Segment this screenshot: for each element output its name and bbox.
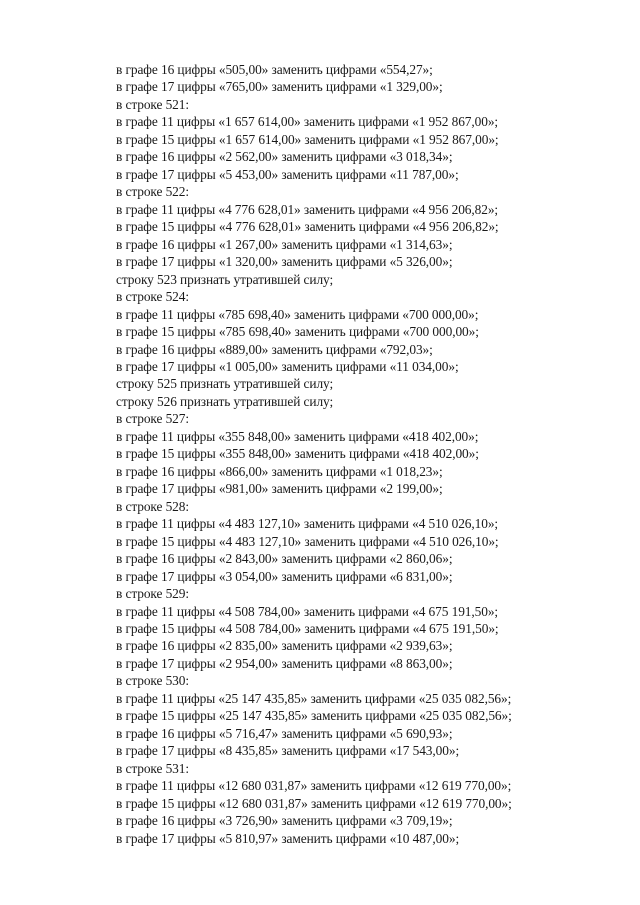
document-line: в графе 17 цифры «2 954,00» заменить цифрами «8 863,00»; xyxy=(116,655,453,671)
document-line: в графе 16 цифры «866,00» заменить цифрами «1 018,23»; xyxy=(116,463,443,479)
document-line: в графе 11 цифры «785 698,40» заменить цифрами «700 000,00»; xyxy=(116,306,479,322)
document-line: в графе 17 цифры «1 320,00» заменить цифрами «5 326,00»; xyxy=(116,254,453,270)
document-line: в графе 15 цифры «4 508 784,00» заменить цифрами «4 675 191,50»; xyxy=(116,621,499,636)
document-line: в строке 524: xyxy=(116,289,189,305)
document-line: в графе 11 цифры «1 657 614,00» заменить цифрами «1 952 867,00»; xyxy=(116,114,499,130)
document-line: в графе 15 цифры «12 680 031,87» заменить цифрами «12 619 770,00»; xyxy=(116,795,512,811)
document-line: в строке 531: xyxy=(116,760,189,776)
amendment-list xyxy=(116,61,616,847)
document-line: в графе 16 цифры «889,00» заменить цифрами «792,03»; xyxy=(116,341,433,357)
document-line: в графе 15 цифры «4 483 127,10» заменить цифрами «4 510 026,10»; xyxy=(116,533,499,549)
document-line: в строке 521: xyxy=(116,96,189,112)
document-line: в графе 16 цифры «3 726,90» заменить цифрами «3 709,19»; xyxy=(116,813,453,829)
document-line: в графе 15 цифры «1 657 614,00» заменить цифрами «1 952 867,00»; xyxy=(116,131,499,147)
document-line: строку 526 признать утратившей силу; xyxy=(116,393,334,409)
document-line: в графе 17 цифры «765,00» заменить цифрами «1 329,00»; xyxy=(116,79,443,95)
document-line: в графе 17 цифры «5 453,00» заменить цифрами «11 787,00»; xyxy=(116,166,459,182)
document-line: в графе 17 цифры «981,00» заменить цифрами «2 199,00»; xyxy=(116,481,443,497)
document-line: в графе 16 цифры «2 835,00» заменить цифрами «2 939,63»; xyxy=(116,638,453,654)
document-line: в строке 529: xyxy=(116,586,189,602)
document-line: в графе 11 цифры «25 147 435,85» заменить цифрами «25 035 082,56»; xyxy=(116,690,512,706)
document-line: в строке 527: xyxy=(116,411,189,427)
document-line: строку 523 признать утратившей силу; xyxy=(116,271,334,287)
document-line: в графе 15 цифры «4 776 628,01» заменить цифрами «4 956 206,82»; xyxy=(116,219,499,235)
document-line: в строке 528: xyxy=(116,498,189,514)
document-line: в графе 17 цифры «1 005,00» заменить цифрами «11 034,00»; xyxy=(116,358,459,374)
document-line: в графе 16 цифры «5 716,47» заменить цифрами «5 690,93»; xyxy=(116,725,453,741)
document-line: в графе 11 цифры «4 776 628,01» заменить цифрами «4 956 206,82»; xyxy=(116,201,499,217)
document-line: в графе 17 цифры «3 054,00» заменить цифрами «6 831,00»; xyxy=(116,568,453,584)
document-line: в графе 16 цифры «1 267,00» заменить цифрами «1 314,63»; xyxy=(116,236,453,252)
document-line: в графе 17 цифры «5 810,97» заменить цифрами «10 487,00»; xyxy=(116,830,460,846)
document-line: в графе 11 цифры «4 483 127,10» заменить цифрами «4 510 026,10»; xyxy=(116,516,499,532)
document-line: в графе 16 цифры «2 562,00» заменить цифрами «3 018,34»; xyxy=(116,149,453,165)
document-line: в графе 16 цифры «505,00» заменить цифрами «554,27»; xyxy=(116,62,433,77)
document-line: в графе 15 цифры «25 147 435,85» заменить цифрами «25 035 082,56»; xyxy=(116,708,512,724)
document-line: в графе 11 цифры «355 848,00» заменить цифрами «418 402,00»; xyxy=(116,428,479,444)
document-line: в графе 11 цифры «4 508 784,00» заменить цифрами «4 675 191,50»; xyxy=(116,603,499,619)
document-line: в строке 522: xyxy=(116,184,189,200)
document-line: в графе 15 цифры «785 698,40» заменить цифрами «700 000,00»; xyxy=(116,324,479,340)
document-line: в графе 15 цифры «355 848,00» заменить цифрами «418 402,00»; xyxy=(116,446,479,462)
document-line: в графе 11 цифры «12 680 031,87» заменить цифрами «12 619 770,00»; xyxy=(116,778,512,794)
document-line: в графе 16 цифры «2 843,00» заменить цифрами «2 860,06»; xyxy=(116,551,453,567)
document-line: в строке 530: xyxy=(116,673,189,689)
document-line: в графе 17 цифры «8 435,85» заменить цифрами «17 543,00»; xyxy=(116,743,460,759)
document-line: строку 525 признать утратившей силу; xyxy=(116,376,334,392)
